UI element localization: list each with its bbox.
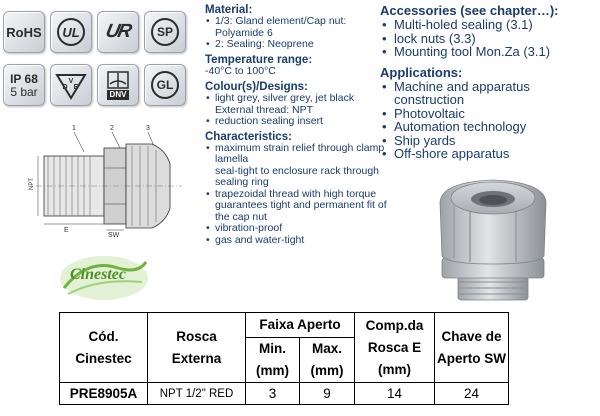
material-item: • 2: Sealing: Neoprene: [205, 39, 375, 51]
cinestec-logo: [58, 248, 150, 306]
application-item: • Machine and apparatus construction: [380, 80, 598, 107]
material-heading: Material:: [205, 4, 253, 16]
material-item: • 1/3: Gland element/Cap nut:: [205, 16, 375, 28]
header-comp-rosca: Comp.da Rosca E (mm): [355, 313, 435, 383]
svg-text:D: D: [62, 84, 68, 91]
ur-label: UR: [104, 21, 133, 42]
application-item: • Ship yards: [380, 134, 598, 148]
accessory-item: • lock nuts (3.3): [380, 32, 598, 46]
vde-triangle-icon: [53, 69, 89, 101]
application-item: • Off-shore apparatus: [380, 147, 598, 161]
temperature-value: -40°C to 100°C: [205, 64, 276, 77]
applications-list: [380, 80, 598, 161]
header-faixa-aperto: Faixa Aperto: [246, 313, 355, 338]
colour-item: • light grey, silver grey, jet black: [205, 93, 375, 105]
header-rosca-externa: Rosca Externa: [148, 313, 246, 383]
characteristic-item: • trapezoidal thread with high torque guarantees tight and permanent fit of the cap nut: [205, 189, 391, 224]
applications-heading: Applications:: [380, 64, 463, 80]
characteristics-list: [205, 143, 391, 247]
header-min: Min. (mm): [246, 338, 300, 383]
material-list: [205, 16, 375, 51]
header-max: Max. (mm): [300, 338, 355, 383]
callout-2: 2: [110, 125, 114, 132]
gl-label: GL: [156, 78, 174, 92]
cell-min: 3: [246, 383, 300, 405]
technical-drawing: [14, 120, 196, 238]
npt-dimension-label: NPT: [29, 178, 35, 190]
callout-3: 3: [146, 125, 150, 132]
ul-badge: [50, 11, 92, 53]
characteristic-item: • maximum strain relief through clamp lamella: [205, 143, 391, 166]
rohs-label: RoHS: [6, 24, 42, 40]
dnv-label: DNV: [107, 90, 130, 100]
cable-gland-product-image: [428, 172, 558, 304]
callout-1: 1: [72, 125, 76, 132]
cell-comp: 14: [355, 383, 435, 405]
svg-text:E: E: [73, 84, 79, 91]
e-dimension-label: E: [64, 227, 69, 234]
gl-badge: [144, 64, 186, 106]
csa-label: SP: [156, 25, 173, 39]
accessory-item: • Multi-holed sealing (3.1): [380, 18, 598, 32]
characteristic-item: • vibration-proof: [205, 223, 391, 235]
ur-badge: [97, 11, 139, 53]
application-item: • Photovoltaic: [380, 107, 598, 121]
svg-text:V: V: [68, 78, 74, 85]
cell-max: 9: [300, 383, 355, 405]
colour-item: External thread: NPT: [215, 103, 314, 116]
colour-item: • reduction sealing insert: [205, 116, 375, 128]
dnv-ship-icon: [105, 70, 131, 90]
accessories-heading: Accessories (see chapter…):: [380, 3, 559, 18]
specification-table: [59, 312, 509, 405]
vde-badge: [50, 64, 92, 106]
spec-column-middle: [205, 4, 387, 246]
cell-cod: PRE8905A: [60, 383, 148, 405]
header-chave-aperto: Chave de Aperto SW: [435, 313, 509, 383]
application-item: • Automation technology: [380, 120, 598, 134]
sw-dimension-label: SW: [108, 232, 120, 238]
accessory-item: • Mounting tool Mon.Za (3.1): [380, 45, 598, 59]
ip-rating-label: IP 68: [10, 71, 38, 86]
cell-rosca: NPT 1/2" RED: [148, 383, 246, 405]
cinestec-logo-text: Cinestec: [70, 266, 126, 283]
temperature-heading: Temperature range:: [205, 53, 313, 66]
material-item: Polyamide 6: [215, 26, 273, 39]
dnv-badge: [97, 64, 139, 106]
ul-label: UL: [62, 24, 80, 40]
characteristic-item: seal-tight to enclosure rack through sealing ring: [215, 164, 380, 188]
spec-column-right: [380, 4, 598, 161]
ip-rating-badge: [3, 64, 45, 106]
csa-badge: [144, 11, 186, 53]
characteristic-item: • gas and water-tight: [205, 235, 391, 247]
accessories-list: [380, 18, 598, 59]
pressure-label: 5 bar: [10, 84, 38, 99]
rohs-badge: [3, 11, 45, 53]
characteristics-heading: Characteristics:: [205, 130, 292, 143]
colours-heading: Colour(s)/Designs:: [205, 81, 308, 93]
colours-list: [205, 93, 375, 128]
header-cod-cinestec: Cód. Cinestec: [60, 313, 148, 383]
cell-chave: 24: [435, 383, 509, 405]
